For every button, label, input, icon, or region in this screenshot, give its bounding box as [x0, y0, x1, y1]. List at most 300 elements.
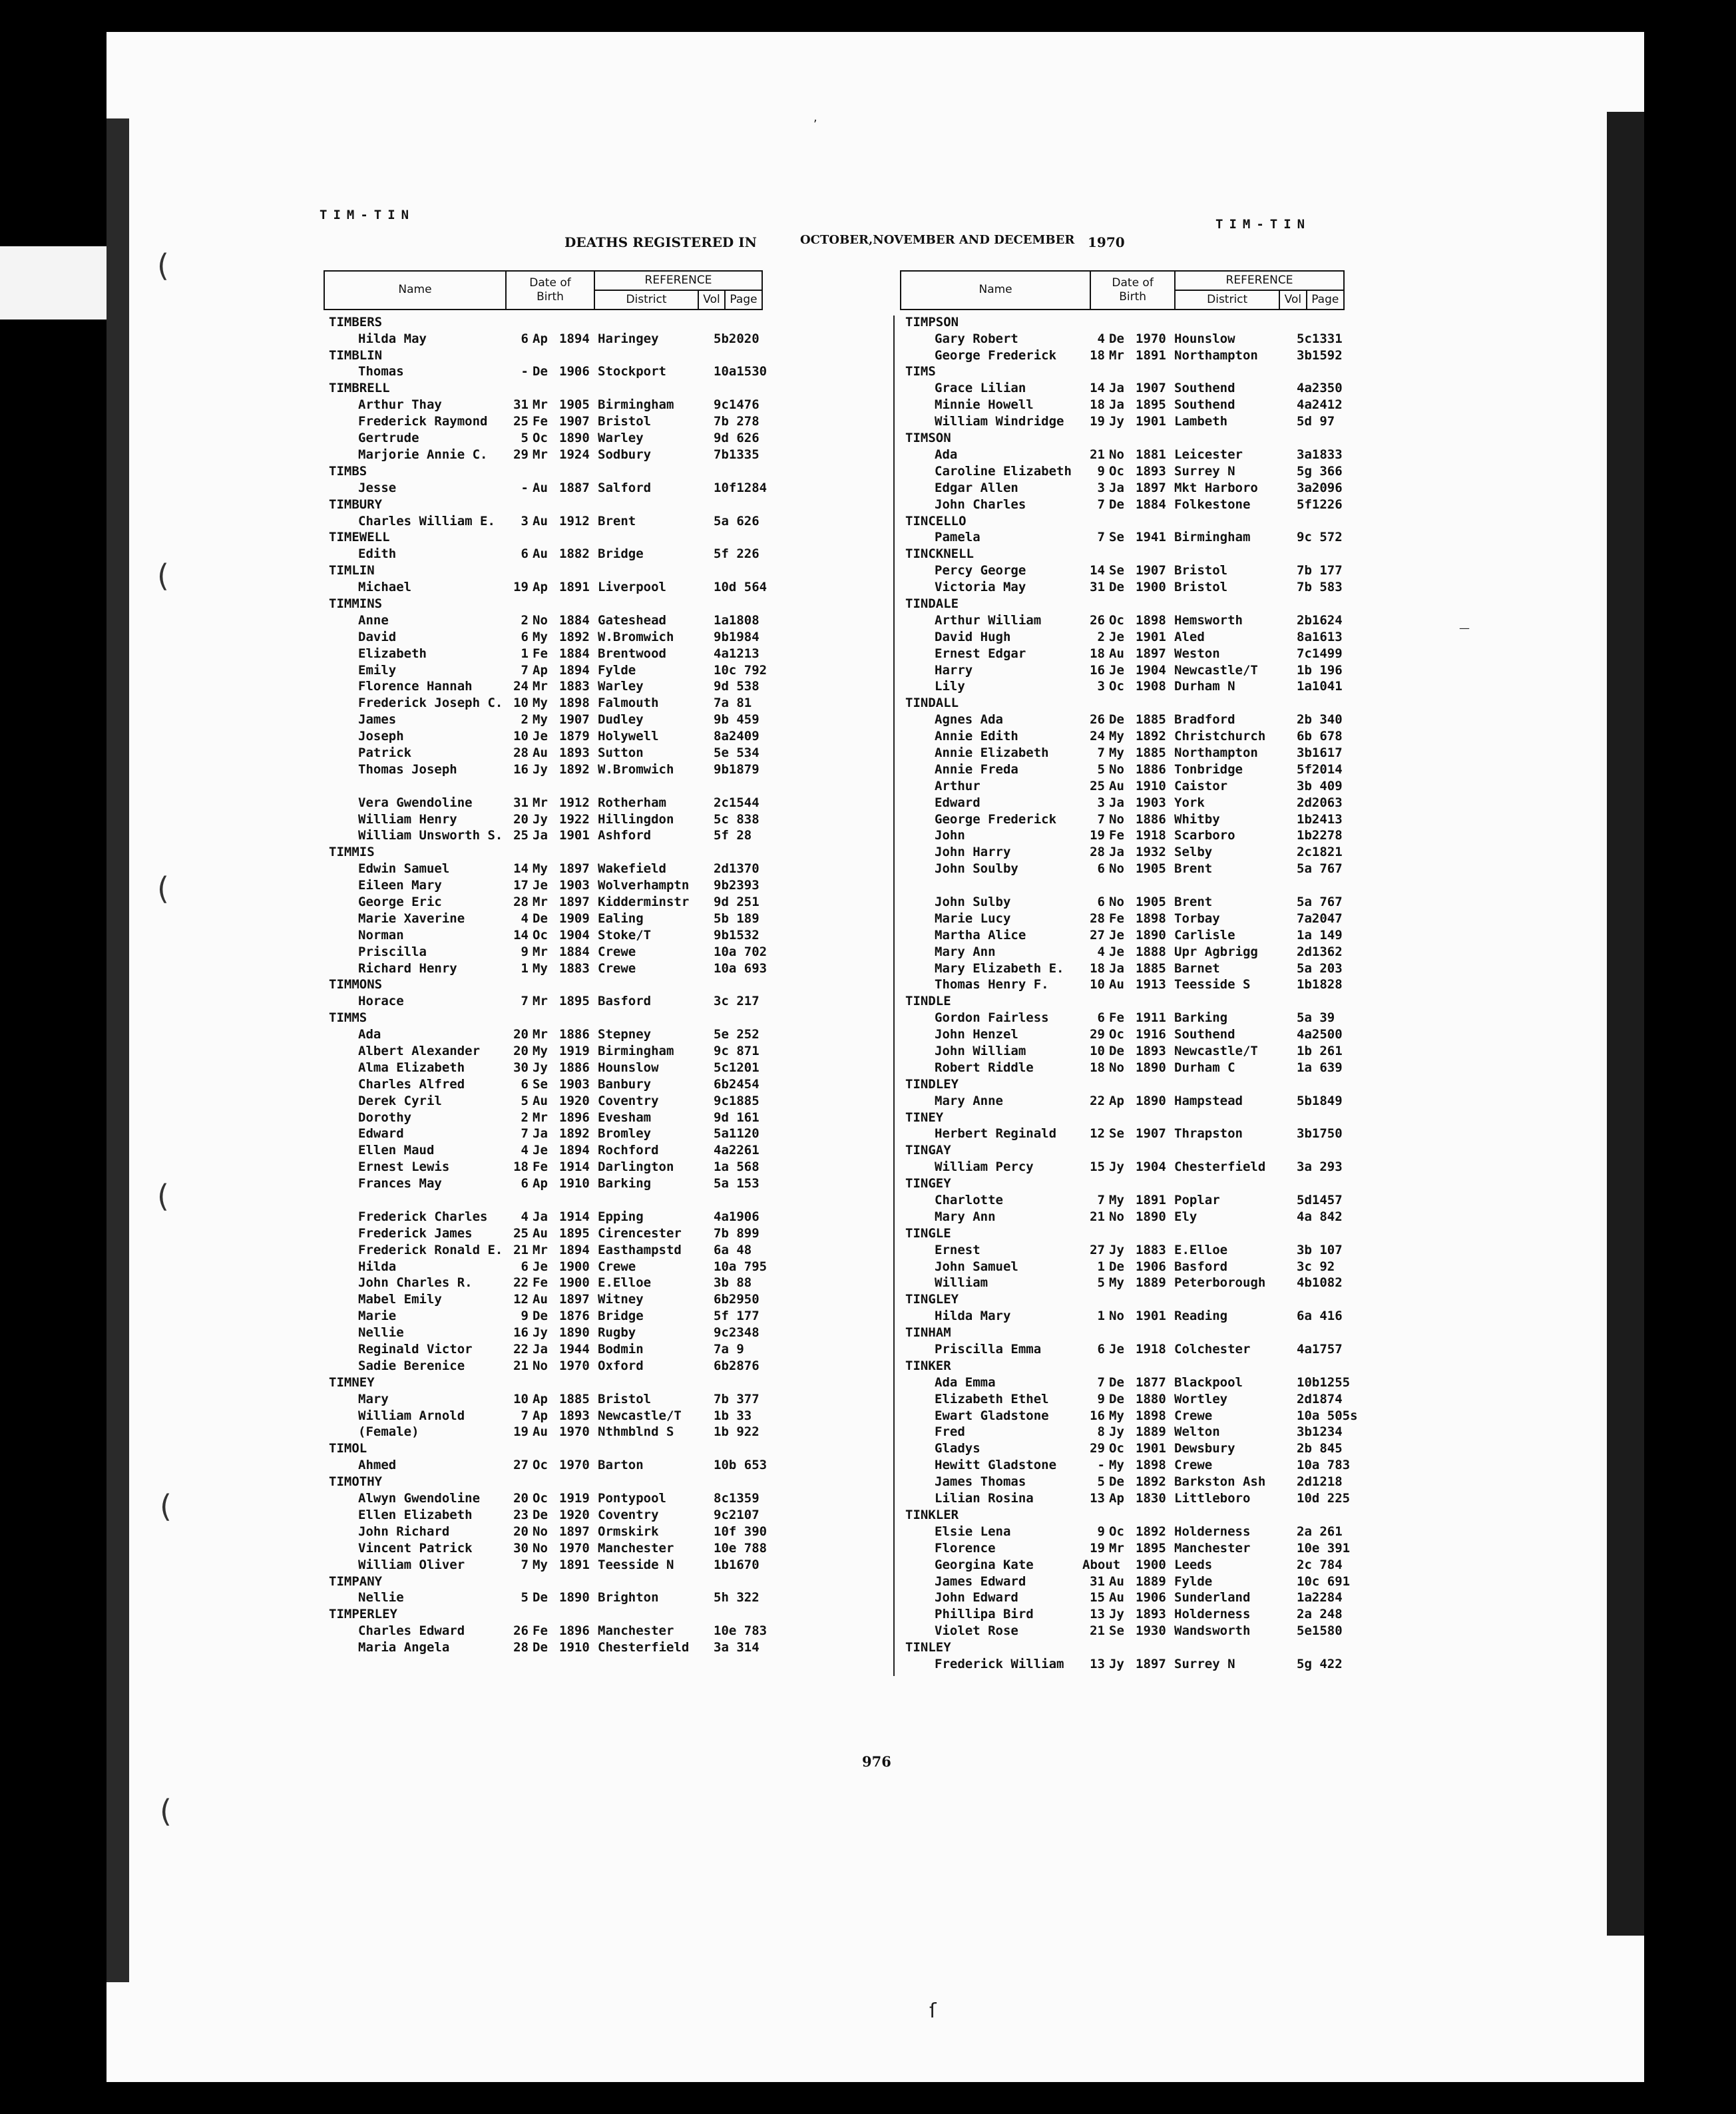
birth-year: 1901: [559, 828, 590, 843]
forename: John Soulby: [935, 861, 1018, 877]
birth-day: 6: [521, 1076, 529, 1092]
district: Haringey: [598, 331, 659, 346]
birth-month: De: [1109, 1474, 1124, 1490]
table-row: [324, 1159, 763, 1175]
birth-day: 7: [1097, 530, 1105, 545]
vol-page: 2b 845: [1297, 1441, 1343, 1456]
table-row: [900, 497, 1345, 513]
forename: Elizabeth Ethel: [935, 1391, 1049, 1406]
birth-month: Au: [533, 513, 548, 528]
birth-month: Jy: [533, 811, 548, 827]
surname: TINKER: [905, 1358, 951, 1373]
forename: Mary Ann: [935, 1209, 996, 1224]
district: Warley: [598, 431, 644, 446]
birth-day: 19: [1090, 1540, 1105, 1556]
table-row: [900, 629, 1345, 646]
birth-day: 6: [521, 331, 529, 346]
birth-year: 1912: [559, 513, 590, 528]
row-spacer: [324, 778, 763, 795]
birth-day: 7: [1097, 811, 1105, 827]
vol-page: 5a 153: [714, 1176, 760, 1191]
table-row: [324, 877, 763, 894]
birth-month: Fe: [533, 1160, 548, 1175]
vol-page: 9c 871: [714, 1044, 760, 1058]
table-row: [900, 1192, 1345, 1209]
birth-year: 1898: [1136, 911, 1166, 926]
row-spacer: [324, 1192, 763, 1209]
birth-year: 1890: [559, 431, 590, 446]
district: Ormskirk: [598, 1524, 659, 1539]
birth-year: 1907: [1136, 381, 1166, 396]
table-row: [324, 1275, 763, 1291]
district: Wortley: [1174, 1391, 1228, 1406]
table-row: [900, 347, 1345, 364]
birth-month: Se: [533, 1076, 548, 1092]
vol-page: 5a 203: [1297, 960, 1343, 976]
forename: Gordon Fairless: [935, 1010, 1049, 1026]
forename: Alwyn Gwendoline: [358, 1491, 481, 1506]
table-row: [900, 579, 1345, 596]
district: Dewsbury: [1174, 1441, 1235, 1456]
birth-year: 1891: [559, 580, 590, 595]
binder-tab: [0, 246, 107, 319]
table-row: [324, 413, 763, 430]
punch-hole-icon: (: [160, 1488, 172, 1524]
birth-month: De: [533, 1309, 548, 1324]
vol-page: 3b 88: [714, 1275, 752, 1291]
birth-month: My: [1109, 745, 1124, 760]
row-spacer: [900, 877, 1345, 894]
birth-day: 6: [521, 546, 529, 562]
birth-year: 1944: [559, 1342, 590, 1357]
birth-year: 1884: [559, 944, 590, 959]
vol-page: 3b 409: [1297, 778, 1343, 793]
birth-year: 1913: [1136, 977, 1166, 992]
district: Peterborough: [1174, 1275, 1266, 1291]
vol-page: 2a 248: [1297, 1607, 1343, 1622]
birth-year: 1919: [559, 1044, 590, 1058]
table-row: [900, 911, 1345, 927]
table-row: [900, 712, 1345, 728]
table-row: [324, 1424, 763, 1440]
forename: James: [358, 712, 397, 728]
district: Wandsworth: [1174, 1623, 1251, 1639]
district: Upr Agbrigg: [1174, 944, 1258, 959]
surname: TINKLER: [905, 1507, 959, 1522]
birth-day: 28: [1090, 911, 1105, 926]
surname-heading: [900, 1175, 1345, 1192]
birth-year: 1891: [559, 1557, 590, 1572]
table-row: [900, 844, 1345, 861]
birth-year: 1901: [1136, 1309, 1166, 1324]
birth-day: 28: [513, 1640, 529, 1655]
table-row: [900, 1424, 1345, 1440]
table-row: [324, 480, 767, 497]
birth-month: Ja: [533, 828, 548, 843]
forename: Agnes Ada: [935, 712, 1003, 728]
birth-day: 21: [1090, 447, 1105, 462]
birth-day: 12: [1090, 1126, 1105, 1142]
forename: John Samuel: [935, 1259, 1018, 1274]
vol-page: 5a 767: [1297, 894, 1343, 909]
forename: Thomas: [358, 364, 404, 379]
table-row: [324, 1142, 763, 1159]
district: Reading: [1174, 1309, 1228, 1324]
forename: James Thomas: [935, 1474, 1026, 1490]
forename: William Arnold: [358, 1408, 465, 1423]
district: Warley: [598, 679, 644, 694]
surname-heading: [900, 546, 1345, 562]
forename: (Female): [358, 1424, 419, 1440]
district: Colchester: [1174, 1342, 1251, 1357]
birth-month: Oc: [1109, 463, 1124, 479]
forename: Emily: [358, 662, 397, 678]
vol-page: 3b1750: [1297, 1126, 1343, 1142]
district: Durham N: [1174, 679, 1235, 694]
surname: TIMMS: [329, 1010, 367, 1026]
forename: Jesse: [358, 480, 397, 495]
birth-day: 20: [513, 1524, 529, 1539]
birth-year: 1904: [1136, 1160, 1166, 1175]
birth-year: 1890: [559, 1590, 590, 1605]
birth-year: 1901: [1136, 414, 1166, 429]
district: Crewe: [598, 944, 636, 959]
birth-month: Se: [1109, 563, 1124, 578]
punch-hole-icon: (: [157, 248, 169, 284]
birth-year: 1894: [559, 662, 590, 678]
birth-month: Je: [533, 729, 548, 744]
surname: TIMBRELL: [329, 381, 390, 396]
forename: Edward: [935, 795, 980, 810]
table-row: [900, 447, 1345, 463]
district: Brighton: [598, 1590, 659, 1605]
birth-year: 1918: [1136, 1342, 1166, 1357]
table-row: [900, 1606, 1345, 1623]
vol-page: 5f 177: [714, 1309, 760, 1324]
forename: Ada: [358, 1027, 381, 1042]
birth-year: 1897: [1136, 1656, 1166, 1671]
birth-day: 25: [513, 1225, 529, 1241]
table-row: [324, 1408, 763, 1424]
forename: William: [935, 1275, 988, 1291]
forename: George Frederick: [935, 811, 1057, 827]
birth-day: 9: [1097, 1524, 1105, 1539]
vol-page: 7c1499: [1297, 646, 1343, 661]
birth-year: 1907: [559, 712, 590, 728]
birth-year: 1894: [559, 1242, 590, 1257]
surname: TINDALL: [905, 696, 959, 711]
vol-page: 3b 107: [1297, 1242, 1343, 1257]
district: Scarboro: [1174, 828, 1235, 843]
district: Coventry: [598, 1093, 659, 1108]
birth-year: 1909: [559, 911, 590, 926]
surname: TINGEY: [905, 1176, 951, 1191]
birth-month: Ap: [533, 580, 548, 595]
district: Lambeth: [1174, 414, 1228, 429]
forename: Percy George: [935, 563, 1026, 578]
birth-month: My: [533, 1044, 548, 1058]
birth-day: 3: [1097, 795, 1105, 810]
vol-page: 10f 390: [714, 1524, 767, 1539]
forename: Marie Xaverine: [358, 911, 465, 926]
forename: Alma Elizabeth: [358, 1060, 465, 1075]
birth-month: Oc: [1109, 1524, 1124, 1539]
birth-month: De: [533, 1507, 548, 1522]
birth-month: Au: [1109, 1590, 1124, 1605]
table-row: [900, 646, 1345, 662]
forename: Richard Henry: [358, 960, 457, 976]
table-row: [324, 993, 763, 1010]
surname: TINHAM: [905, 1325, 951, 1341]
birth-month: Jy: [1109, 1424, 1124, 1440]
vol-page: 7b 177: [1297, 563, 1343, 578]
birth-month: Fe: [533, 1275, 548, 1291]
birth-year: 1895: [559, 994, 590, 1009]
vol-page: 1b 33: [714, 1408, 752, 1423]
forename: Victoria May: [935, 580, 1026, 595]
birth-day: 27: [1090, 1242, 1105, 1257]
vol-page: 1b 922: [714, 1424, 760, 1440]
surname-heading: [900, 314, 1345, 331]
district: York: [1174, 795, 1205, 810]
header-vol: Vol: [698, 290, 725, 310]
forename: Ernest Edgar: [935, 646, 1026, 661]
surname: TIMOTHY: [329, 1474, 383, 1490]
birth-month: My: [1109, 1408, 1124, 1423]
birth-month: Ja: [1109, 845, 1124, 860]
table-row: [900, 1159, 1345, 1175]
birth-day: 2: [521, 612, 529, 628]
table-row: [324, 629, 763, 646]
district: Brentwood: [598, 646, 666, 661]
birth-day: 5: [521, 431, 529, 446]
forename: Martha Alice: [935, 927, 1026, 943]
birth-month: Mr: [533, 1027, 548, 1042]
table-row: [324, 1076, 763, 1093]
vol-page: 8a2409: [714, 729, 760, 744]
forename: Elsie Lena: [935, 1524, 1011, 1539]
table-row: [900, 894, 1345, 911]
forename: Violet Rose: [935, 1623, 1018, 1639]
birth-month: My: [533, 861, 548, 877]
forename: Florence: [935, 1540, 996, 1556]
header-page: Page: [1307, 290, 1344, 310]
birth-month: No: [1109, 1209, 1124, 1224]
birth-day: 16: [1090, 1408, 1105, 1423]
table-row: [900, 1457, 1351, 1474]
table-row: [324, 1026, 763, 1043]
birth-day: 30: [513, 1540, 529, 1556]
table-row: [900, 463, 1345, 480]
birth-month: Mr: [533, 447, 548, 462]
header-dob-line2: Birth: [537, 290, 564, 304]
district: Sutton: [598, 745, 644, 760]
birth-year: 1897: [559, 1292, 590, 1307]
district: Rochford: [598, 1143, 659, 1158]
table-row: [324, 894, 763, 911]
vol-page: 1b2413: [1297, 811, 1343, 827]
surname-heading: [324, 596, 763, 612]
birth-month: Ap: [1109, 1491, 1124, 1506]
vol-page: 9c1476: [714, 397, 760, 413]
birth-month: Ja: [533, 1126, 548, 1142]
birth-day: 18: [513, 1160, 529, 1175]
birth-month: My: [1109, 729, 1124, 744]
birth-year: 1970: [1136, 331, 1166, 346]
birth-month: Oc: [1109, 612, 1124, 628]
vol-page: 2c1821: [1297, 845, 1343, 860]
forename: Frederick Charles: [358, 1209, 488, 1224]
table-row: [900, 413, 1345, 430]
table-row: [900, 1242, 1345, 1259]
vol-page: 4a2412: [1297, 397, 1343, 413]
forename: Mary Anne: [935, 1093, 1003, 1108]
forename: Priscilla: [358, 944, 427, 959]
forename: Derek Cyril: [358, 1093, 442, 1108]
surname-heading: [900, 1076, 1345, 1093]
vol-page: 5a 626: [714, 513, 760, 528]
birth-day: 22: [513, 1275, 529, 1291]
birth-day: 31: [1090, 580, 1105, 595]
district: Hemsworth: [1174, 612, 1243, 628]
birth-year: 1892: [1136, 729, 1166, 744]
birth-year: 1885: [1136, 745, 1166, 760]
birth-year: 1889: [1136, 1424, 1166, 1440]
birth-day: 5: [1097, 1275, 1105, 1291]
district: Northampton: [1174, 347, 1258, 363]
vol-page: 4a2261: [714, 1143, 760, 1158]
forename: Edith: [358, 546, 397, 562]
surname-heading: [900, 695, 1345, 712]
scan-speck: ,: [813, 110, 817, 124]
birth-day: 9: [521, 1309, 529, 1324]
forename: Albert Alexander: [358, 1044, 481, 1058]
birth-month: Oc: [1109, 1027, 1124, 1042]
birth-month: Oc: [1109, 679, 1124, 694]
birth-month: Jy: [1109, 1607, 1124, 1622]
birth-day: 13: [1090, 1656, 1105, 1671]
birth-month: My: [533, 712, 548, 728]
forename: John William: [935, 1044, 1026, 1058]
vol-page: 2d1362: [1297, 944, 1343, 959]
table-row: [900, 1308, 1345, 1325]
table-row: [900, 1010, 1345, 1026]
surname: TIMNEY: [329, 1374, 375, 1390]
table-row: [324, 695, 763, 712]
vol-page: 1b1670: [714, 1557, 760, 1572]
forename: Harry: [935, 662, 973, 678]
birth-year: 1897: [559, 1524, 590, 1539]
vol-page: 5e 534: [714, 745, 760, 760]
vol-page: 10b1255: [1297, 1374, 1351, 1390]
table-row: [324, 761, 763, 778]
header-district: District: [1175, 290, 1279, 310]
table-row: [324, 397, 763, 413]
vol-page: 10c 691: [1297, 1574, 1351, 1589]
district: Easthampstd: [598, 1242, 682, 1257]
table-row: [900, 1574, 1351, 1590]
birth-day: 7: [521, 1408, 529, 1423]
forename: Ada: [935, 447, 958, 462]
vol-page: 3c 92: [1297, 1259, 1335, 1274]
district: Newcastle/T: [1174, 1044, 1258, 1058]
table-row: [900, 944, 1345, 960]
surname-heading: [900, 513, 1345, 530]
birth-month: No: [1109, 861, 1124, 877]
district: Manchester: [1174, 1540, 1251, 1556]
birth-month: No: [533, 612, 548, 628]
table-row: [900, 380, 1345, 397]
birth-month: Au: [1109, 977, 1124, 992]
forename: Ellen Elizabeth: [358, 1507, 473, 1522]
header-date-of-birth: [1090, 271, 1175, 310]
birth-month: No: [533, 1358, 548, 1373]
birth-year: 1891: [1136, 1193, 1166, 1208]
vol-page: 10f1284: [714, 480, 767, 495]
vol-page: 7a 9: [714, 1342, 744, 1357]
table-row: [324, 1308, 763, 1325]
birth-day: 5: [1097, 1474, 1105, 1490]
district: Holderness: [1174, 1524, 1251, 1539]
table-header: [324, 270, 763, 310]
vol-page: 7b 377: [714, 1391, 760, 1406]
vol-page: 10e 391: [1297, 1540, 1351, 1556]
forename: Eileen Mary: [358, 878, 442, 893]
table-row: [324, 1524, 767, 1540]
birth-day: 4: [521, 911, 529, 926]
birth-day: 4: [1097, 944, 1105, 959]
forename: Vincent Patrick: [358, 1540, 473, 1556]
surname-heading: [900, 1325, 1345, 1341]
forename: Annie Freda: [935, 761, 1018, 777]
district: Bridge: [598, 1309, 644, 1324]
birth-day: 25: [513, 414, 529, 429]
surname-heading: [900, 430, 1345, 447]
punch-hole-icon: (: [157, 871, 169, 907]
forename: Marie Lucy: [935, 911, 1011, 926]
scan-edge-right: [1607, 112, 1644, 1936]
vol-page: 5c1201: [714, 1060, 760, 1075]
forename: Grace Lilian: [935, 381, 1026, 396]
vol-page: 7a2047: [1297, 911, 1343, 926]
forename: Michael: [358, 580, 412, 595]
birth-month: Mr: [533, 1110, 548, 1125]
surname-heading: [324, 1374, 763, 1391]
birth-day: 1: [521, 960, 529, 976]
table-row: [324, 646, 763, 662]
birth-day: 16: [1090, 662, 1105, 678]
vol-page: 2a 261: [1297, 1524, 1343, 1539]
district: Caistor: [1174, 778, 1228, 793]
birth-year: 1884: [1136, 497, 1166, 512]
birth-year: 1885: [1136, 712, 1166, 728]
birth-month: Se: [1109, 530, 1124, 545]
district: Pontypool: [598, 1491, 666, 1506]
table-row: [324, 1093, 763, 1110]
forename: Robert Riddle: [935, 1060, 1034, 1075]
birth-year: 1905: [1136, 861, 1166, 877]
birth-year: 1910: [559, 1640, 590, 1655]
birth-year: 1897: [1136, 646, 1166, 661]
birth-month: Jy: [533, 1325, 548, 1341]
table-row: [324, 1557, 763, 1574]
table-row: [324, 1639, 763, 1656]
birth-day: 21: [1090, 1623, 1105, 1639]
surname: TIMPSON: [905, 314, 959, 329]
vol-page: 3b1617: [1297, 745, 1343, 760]
district: Northampton: [1174, 745, 1258, 760]
surname: TIMS: [905, 364, 936, 379]
